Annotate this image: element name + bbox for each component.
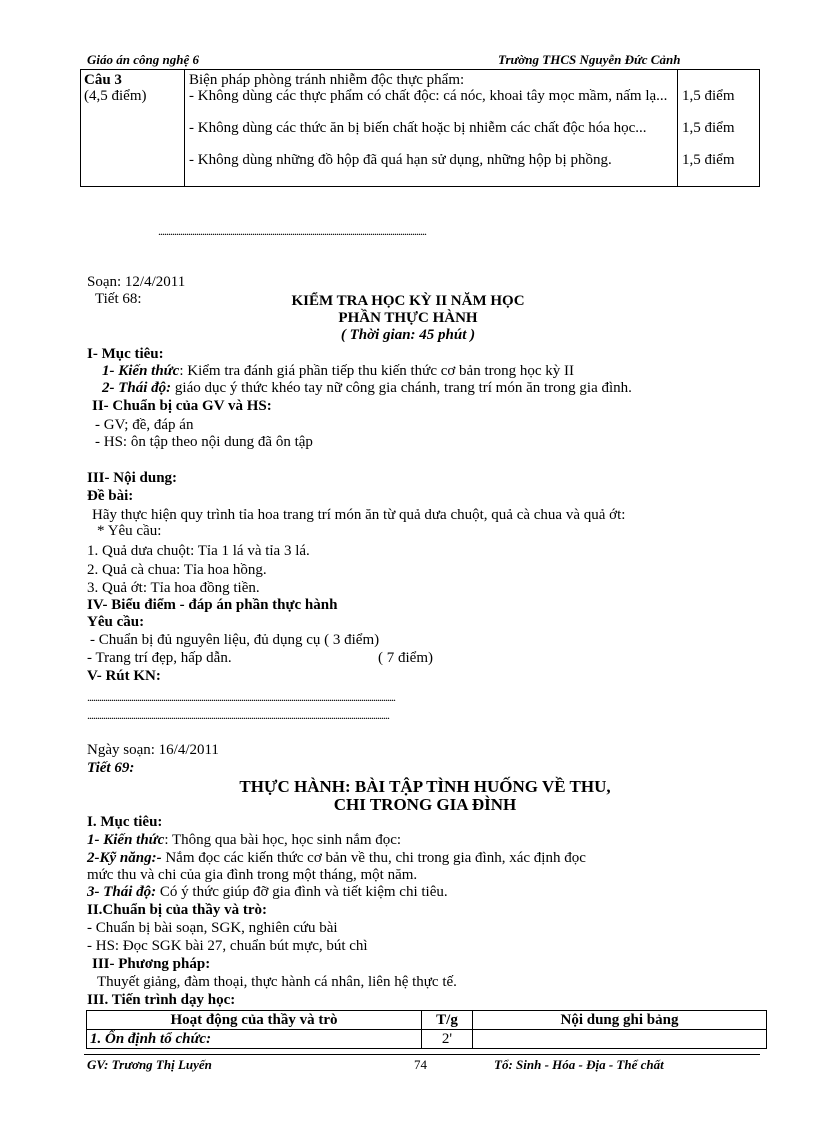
- activity-th-3: Nội dung ghi bảng: [473, 1011, 767, 1030]
- l69-method: Thuyết giảng, đàm thoại, thực hành cá nhân, liên hệ thực tế.: [97, 974, 457, 990]
- l68-knowledge-text: : Kiểm tra đánh giá phần tiếp thu kiến thức cơ bản trong học kỳ II: [179, 363, 575, 379]
- l68-yc-2: - Trang trí đẹp, hấp dẫn.: [87, 650, 232, 666]
- l68-prep-1: - GV; đề, đáp án: [95, 417, 194, 433]
- l69-section-4: III. Tiến trình dạy học:: [87, 992, 236, 1008]
- l68-yc-1: - Chuẩn bị đủ nguyên liệu, đủ dụng cụ ( 3 điểm): [90, 632, 380, 648]
- l68-period: Tiết 68:: [95, 291, 142, 307]
- question-label: Câu 3: [84, 72, 122, 88]
- l68-req-2: 2. Quả cà chua: Tỉa hoa hồng.: [87, 562, 267, 578]
- footer-rule: [84, 1054, 760, 1055]
- l69-period: Tiết 69:: [87, 760, 135, 776]
- header-right: Trường THCS Nguyễn Đức Cảnh: [498, 52, 681, 67]
- separator-dots: ......................................................................................................................................: [158, 224, 426, 238]
- l68-section-4: IV- Biểu điểm - đáp án phần thực hành: [87, 597, 338, 613]
- l69-title-2: CHI TRONG GIA ĐÌNH: [333, 795, 517, 814]
- l69-skills-label: 2-Kỹ năng:-: [87, 850, 162, 866]
- l69-prep-1: - Chuẩn bị bài soạn, SGK, nghiên cứu bài: [87, 920, 338, 936]
- l68-debai: Đề bài:: [87, 488, 134, 504]
- l69-prep-2: - HS: Đọc SGK bài 27, chuẩn bút mực, bút chì: [87, 938, 368, 954]
- activity-th-1: Hoạt động của thầy và trò: [87, 1011, 422, 1030]
- l68-attitude: [102, 380, 632, 396]
- l69-attitude: [87, 884, 448, 900]
- l69-title-1: THỰC HÀNH: BÀI TẬP TÌNH HUỐNG VỀ THU,: [239, 777, 611, 796]
- answer-row-3: - Không dùng những đồ hộp đã quá hạn sử dụng, những hộp bị phồng.: [189, 152, 612, 168]
- question-points: (4,5 điểm): [84, 88, 147, 104]
- l68-date: Soạn: 12/4/2011: [87, 274, 186, 290]
- l68-section-1: I- Mục tiêu:: [87, 346, 164, 362]
- l68-requirements: * Yêu cầu:: [97, 523, 162, 539]
- l68-attitude-text: giáo dục ý thức khéo tay nữ công gia chánh, trang trí món ăn trong gia đình.: [171, 380, 632, 396]
- l69-knowledge-text: : Thông qua bài học, học sinh nắm đọc:: [164, 832, 402, 848]
- l68-yc-2-score: ( 7 điểm): [378, 650, 433, 666]
- activity-row-1-col-1: 1. Ổn định tổ chức:: [87, 1030, 422, 1049]
- l68-title-3: ( Thời gian: 45 phút ): [340, 327, 476, 343]
- l69-skills-text-2: mức thu và chi của gia đình trong một tháng, một năm.: [87, 867, 418, 883]
- activity-row-1-col-3: [473, 1030, 767, 1049]
- l68-title-1: KIỂM TRA HỌC KỲ II NĂM HỌC: [291, 293, 525, 309]
- footer-right: Tổ: Sinh - Hóa - Địa - Thể chất: [494, 1057, 664, 1072]
- score-cell: [678, 70, 760, 187]
- l69-attitude-label: 3- Thái độ:: [87, 884, 157, 900]
- score-1: 1,5 điểm: [682, 88, 735, 104]
- l68-attitude-label: 2- Thái độ:: [102, 380, 172, 396]
- footer-left: GV: Trương Thị Luyến: [87, 1057, 212, 1072]
- l68-req-3: 3. Quả ớt: Tỉa hoa đồng tiền.: [87, 580, 260, 596]
- l68-dots-1: ..........................................................................................................................................................: [87, 690, 395, 704]
- l68-section-3: III- Nội dung:: [87, 470, 178, 486]
- l68-dots-2: .......................................................................................................................................................: [87, 708, 389, 722]
- l69-knowledge-label: 1- Kiến thức: [87, 832, 165, 848]
- l68-title-2: PHẦN THỰC HÀNH: [338, 310, 478, 326]
- footer-page-number: 74: [414, 1057, 427, 1072]
- l69-date: Ngày soạn: 16/4/2011: [87, 742, 219, 758]
- l68-section-5: V- Rút KN:: [87, 668, 161, 684]
- l68-prep-2: - HS: ôn tập theo nội dung đã ôn tập: [95, 434, 313, 450]
- l69-skills-text: Nắm đọc các kiến thức cơ bản về thu, chi trong gia đình, xác định đọc: [161, 850, 586, 866]
- l68-section-2: II- Chuẩn bị của GV và HS:: [92, 398, 272, 414]
- l68-knowledge-label: 1- Kiến thức: [102, 363, 180, 379]
- l69-section-3: III- Phương pháp:: [92, 956, 211, 972]
- header-left: Giáo án công nghệ 6: [87, 52, 199, 67]
- l68-knowledge: [102, 363, 574, 379]
- question-cell: [81, 70, 185, 187]
- activity-table: [86, 1010, 767, 1049]
- l68-req-1: 1. Quả dưa chuột: Tỉa 1 lá và tỉa 3 lá.: [87, 543, 310, 559]
- answer-row-1: - Không dùng các thực phẩm có chất độc: cá nóc, khoai tây mọc mầm, nấm lạ...: [189, 88, 668, 104]
- score-3: 1,5 điểm: [682, 152, 735, 168]
- l68-yc: Yêu cầu:: [87, 614, 145, 630]
- answer-content-cell: [185, 70, 678, 187]
- l69-section-2: II.Chuẩn bị của thầy và trò:: [87, 902, 268, 918]
- answer-row-2: - Không dùng các thức ăn bị biến chất hoặc bị nhiễm các chất độc hóa học...: [189, 120, 647, 136]
- l68-task: Hãy thực hiện quy trình tỉa hoa trang trí món ăn từ quả dưa chuột, quả cà chua và quả ớt:: [92, 507, 626, 523]
- l69-skills: [87, 850, 586, 866]
- score-2: 1,5 điểm: [682, 120, 735, 136]
- answer-table: [80, 69, 760, 187]
- l69-section-1: I. Mục tiêu:: [87, 814, 163, 830]
- activity-row-1-col-2: 2': [422, 1030, 473, 1049]
- activity-th-2: T/g: [422, 1011, 473, 1030]
- l69-attitude-text: Có ý thức giúp đỡ gia đình và tiết kiệm chi tiêu.: [156, 884, 448, 900]
- l69-knowledge: [87, 832, 401, 848]
- answer-title: Biện pháp phòng tránh nhiễm độc thực phẩm:: [189, 72, 465, 88]
